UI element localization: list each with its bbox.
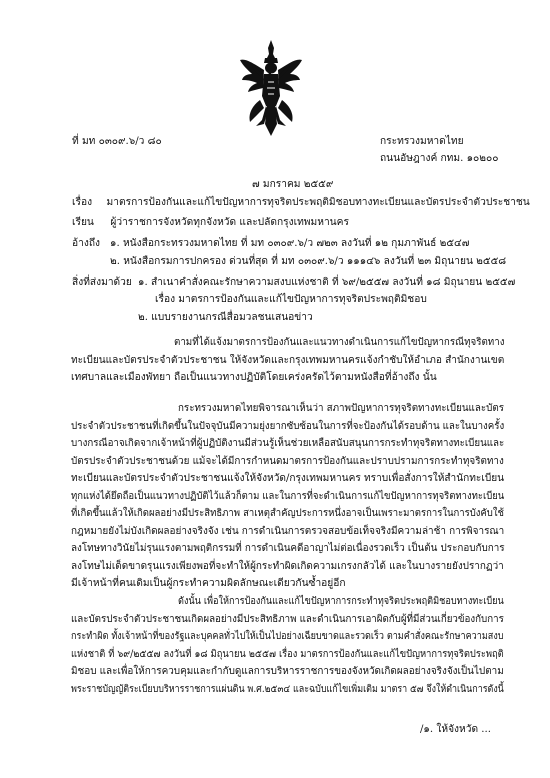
paragraph-line: ดังนั้น เพื่อให้การป้องกันและแก้ไขปัญหาการกระทำทุจริตประพฤติมิชอบทางทะเบียน [178, 596, 504, 607]
paragraph-line: ที่เกิดขึ้นแล้วให้เกิดผลอย่างมีประสิทธิภาพ สาเหตุสำคัญประการหนึ่งอาจเป็นเพราะมาตรการในการบังคับใช้ [71, 508, 504, 519]
references-label: อ้างถึง [72, 238, 100, 249]
paragraph-line: มีเจ้าหน้าที่คนเดิมเป็นผู้กระทำความผิดลักษณะเดียวกันซ้ำอยู่อีก [71, 578, 346, 589]
paragraph-line: ทุกแห่งได้ยึดถือเป็นแนวทางปฏิบัติไว้แล้วก็ตาม และในการที่จะดำเนินการแก้ไขปัญหาการทุจริตทางทะเบียน [71, 490, 505, 502]
reference-item-1: ๑. หนังสือกระทรวงมหาดไทย ที่ มท ๐๓๐๙.๖/ว ๗๒๓ ลงวันที่ ๑๒ กุมภาพันธ์ ๒๕๔๗ [110, 238, 470, 249]
paragraph-line: ประจำตัวประชาชนที่เกิดขึ้นในปัจจุบันมีความยุ่งยากซับซ้อนในการที่จะป้องกันได้รอบด้าน และในบางครั้ง [71, 420, 505, 432]
addressee-line [72, 218, 349, 228]
paragraph-line: ตามที่ได้แจ้งมาตรการป้องกันและแนวทางดำเนินการแก้ไขปัญหากรณีทุจริตทาง [174, 337, 505, 348]
garuda-emblem [240, 40, 302, 138]
enclosure-item-1-subject: เรื่อง มาตรการป้องกันและแก้ไขปัญหาการทุจริตประพฤติมิชอบ [155, 294, 427, 305]
subject-line [72, 198, 530, 208]
paragraph-line: แห่งชาติ ที่ ๖๙/๒๕๕๗ ลงวันที่ ๑๘ มิถุนายน ๒๕๕๗ เรื่อง มาตรการป้องกันและแก้ไขปัญหาการทุจริตประพฤติ [71, 648, 504, 660]
enclosure-item-1: ๑. สำเนาคำสั่งคณะรักษาความสงบแห่งชาติ ที่ ๖๙/๒๕๕๗ ลงวันที่ ๑๘ มิถุนายน ๒๕๕๗ [138, 277, 516, 288]
paragraph-line: พระราชบัญญัติระเบียบบริหารราชการแผ่นดิน พ.ศ.๒๕๓๔ และฉบับแก้ไขเพิ่มเติม มาตรา ๕๗ จึงให้ดำเนินการดังนี้ [71, 683, 504, 695]
paragraph-line: เทศบาลและเมืองพัทยา ถือเป็นแนวทางปฏิบัติโดยเคร่งครัดไว้ตามหนังสือที่อ้างถึง นั้น [71, 372, 437, 383]
paragraph-line: มิชอบ และเพื่อให้การควบคุมและกำกับดูแลการบริหารราชการของจังหวัดเกิดผลอย่างจริงจังเป็นไปตาม [71, 666, 504, 677]
reference-item-2: ๒. หนังสือกรมการปกครอง ด่วนที่สุด ที่ มท ๐๓๐๙.๖/ว ๑๑๑๔๖ ลงวันที่ ๒๓ มิถุนายน ๒๕๕๘ [110, 256, 507, 267]
paragraph-line: ทะเบียนและบัตรประจำตัวประชาชนแจ้งให้จังหวัด/กรุงเทพมหานคร ทราบเพื่อสั่งการให้สำนักทะเบียน [71, 473, 505, 484]
subject-label: เรื่อง [72, 197, 93, 208]
paragraph-line: กระทรวงมหาดไทยพิจารณาเห็นว่า สภาพปัญหาการทุจริตทางทะเบียนและบัตร [178, 403, 504, 414]
addressee-label: เรียน [72, 217, 94, 228]
paragraph-line: บัตรประจำตัวประชาชนด้วย แม้จะได้มีการกำหนดมาตรการป้องกันและปราบปรามการกระทำทุจริตทาง [71, 455, 504, 467]
paragraph-line: ลงโทษไม่เด็ดขาดรุนแรงเพียงพอที่จะทำให้ผู้กระทำผิดเกิดความเกรงกลัวได้ และในบางรายยังปรากฏว่า [71, 560, 504, 572]
paragraph-line: ทะเบียนและบัตรประจำตัวประชาชน ให้จังหวัดและกรุงเทพมหานครแจ้งกำชับให้อำเภอ สำนักงานเขต [71, 354, 505, 366]
reference-number: ที่ มท ๐๓๐๙.๖/ว ๘๐ [72, 136, 162, 147]
continuation-note: /๑. ให้จังหวัด ... [420, 724, 492, 735]
paragraph-line: กระทำผิด ทั้งเจ้าหน้าที่ของรัฐและบุคคลทั่วไปให้เป็นไปอย่างเฉียบขาดและรวดเร็ว ตามคำสั่งคณะรักษาความสงบ [71, 631, 504, 642]
paragraph-line: ลงโทษทางวินัยไม่รุนแรงตามพฤติกรรมที่ การดำเนินคดีอาญาไม่ต่อเนื่องรวดเร็ว เป็นต้น ประกอบกับการ [71, 543, 505, 554]
enclosures-label: สิ่งที่ส่งมาด้วย [72, 277, 132, 288]
addressee-text: ผู้ว่าราชการจังหวัดทุกจังหวัด และปลัดกรุงเทพมหานคร [110, 217, 349, 228]
enclosure-item-2: ๒. แบบรายงานกรณีสื่อมวลชนเสนอข่าว [138, 312, 313, 323]
ministry-address: ถนนอัษฎางค์ กทม. ๑๐๒๐๐ [380, 153, 499, 164]
paragraph-line: และบัตรประจำตัวประชาชนเกิดผลอย่างมีประสิทธิภาพ และดำเนินการเอาผิดกับผู้ที่มีส่วนเกี่ยวข้องกับการ [71, 613, 504, 625]
document-date: ๗ มกราคม ๒๕๕๙ [252, 179, 334, 190]
subject-text: มาตรการป้องกันและแก้ไขปัญหาการทุจริตประพฤติมิชอบทางทะเบียนและบัตรประจำตัวประชาชน [106, 197, 530, 208]
ministry-name: กระทรวงมหาดไทย [380, 136, 464, 147]
paragraph-line: บางกรณีอาจเกิดจากเจ้าหน้าที่ผู้ปฏิบัติงานมีส่วนรู้เห็นช่วยเหลือสนับสนุนการกระทำทุจริตทางทะเบียนและ [71, 438, 505, 449]
paragraph-line: กฎหมายยังไม่บังเกิดผลอย่างจริงจัง เช่น การดำเนินการตรวจสอบข้อเท็จจริงมีความล่าช้า การพิจารณา [71, 525, 505, 537]
